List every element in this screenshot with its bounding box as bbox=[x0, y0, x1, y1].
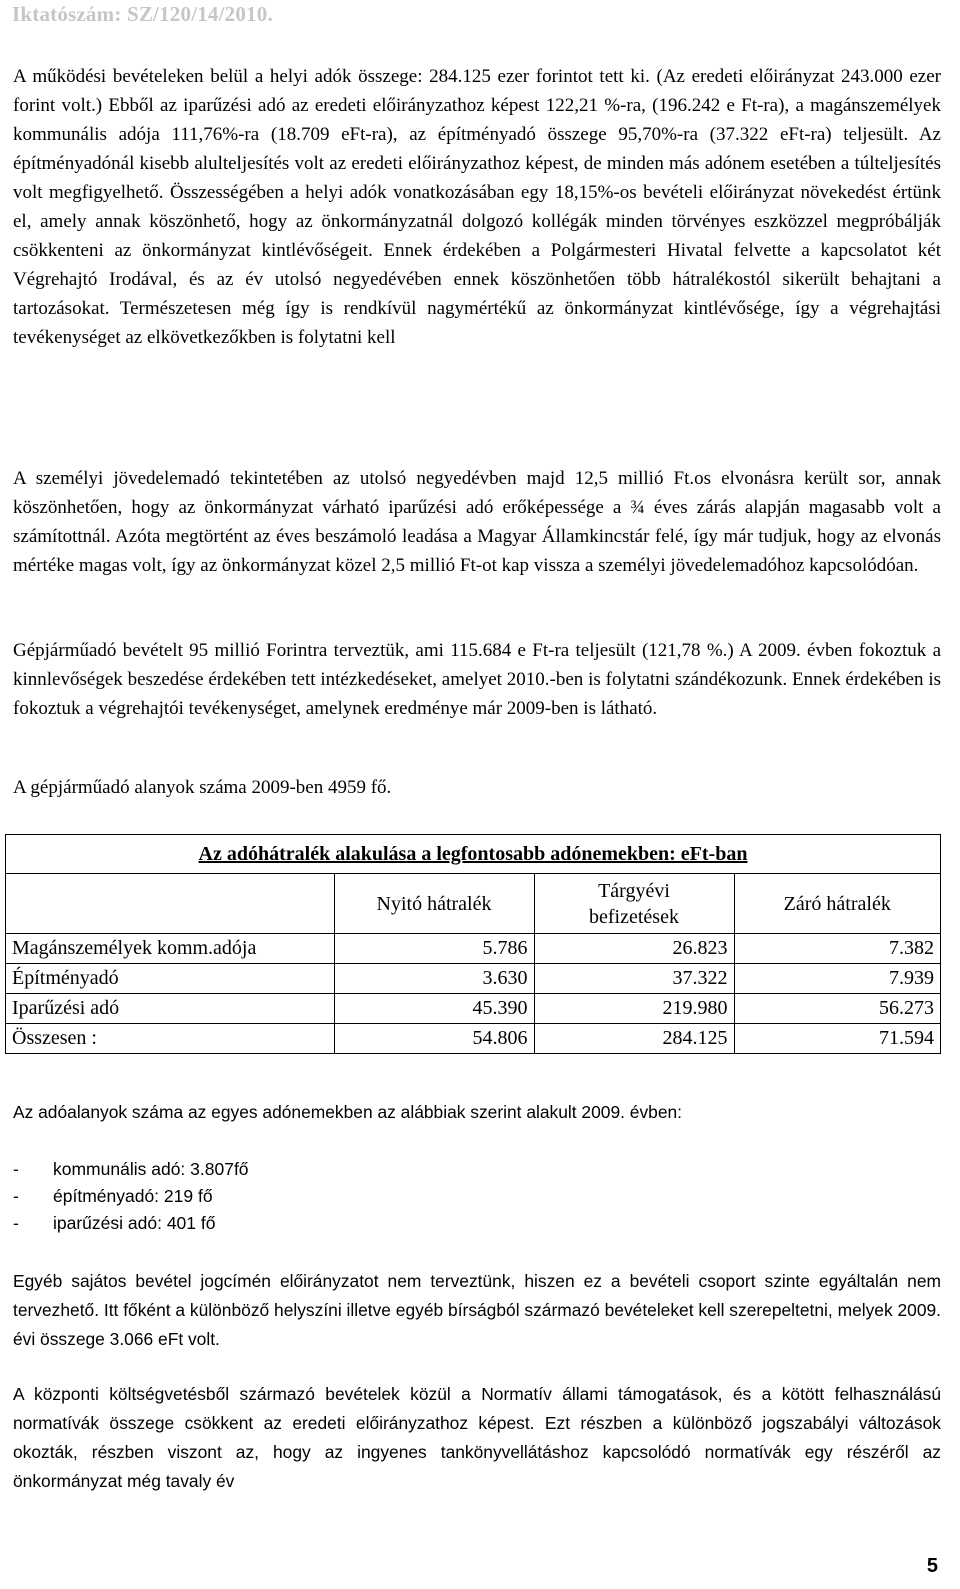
cell-closing: 56.273 bbox=[734, 994, 940, 1024]
paragraph-taxpayer-counts: Az adóalanyok száma az egyes adónemekben az alábbiak szerint alakult 2009. évben: bbox=[13, 1102, 682, 1122]
table-row bbox=[6, 964, 940, 994]
vehicle-tax-line: Gépjárműadó bevételt 95 millió Forintra terveztük, ami 115.684 e Ft-ra teljesült (121,78 %.) bbox=[13, 640, 734, 661]
cell-opening: 3.630 bbox=[334, 964, 534, 994]
cell-payments: 37.322 bbox=[534, 964, 734, 994]
tax-arrears-table-box bbox=[5, 834, 941, 1054]
row-label: Építményadó bbox=[6, 964, 334, 994]
table-row-total bbox=[6, 1024, 940, 1054]
cell-opening: 54.806 bbox=[334, 1024, 534, 1054]
cell-opening: 45.390 bbox=[334, 994, 534, 1024]
paragraph-central-budget: A központi költségvetésből származó bevételek közül a Normatív állami támogatások, és a kötött felhasználású normatívák összege csökkent az eredeti előirányzathoz képest. Ezt részben a különböző jogszabályi változások okozták, részben viszont az, hogy az ingyenes tankönyvellátáshoz kapcsolódó normatívák egy részéről az önkormányzat még tavaly év bbox=[13, 1384, 941, 1491]
page-number: 5 bbox=[926, 1555, 938, 1577]
paragraph-local-taxes: A működési bevételeken belül a helyi adók összege: 284.125 ezer forintot tett ki. (Az eredeti előirányzat 243.000 ezer forint volt.) Ebből az iparűzési adó az eredeti előirányzathoz képest 122,21 %-ra, (196.242 e Ft-ra), a magánszemélyek kommunális adója 111,76%-ra (18.709 eFt-ra), az építményadó összege 95,70%-ra (37.322 eFt-ra) teljesült. Az építményadónál kisebb alulteljesítés volt az eredeti előirányzathoz képest, de minden más adónem esetében a túlteljesítés volt megfigyelhető. Összességében a helyi adók vonatkozásában egy 18,15%-os bevételi előirányzat növekedést értünk el, amely annak köszönhető, hogy az önkormányzatnál dolgozó kollégák minden törvényes eszközzel megpróbálják csökkenteni az önkormányzat kintlévőségeit. Ennek érdekében a Polgármesteri Hivatal felvette a kapcsolatot két Végrehajtó Irodával, és az év utolsó negyedévében ennek köszönhetően több hátralékostól sikerült behajtani a tartozásokat. Természetesen még így is rendkívül nagymértékű az önkormányzat kintlévősége, így a végrehajtási tevékenységet az elkövetkezőkben is folytatni kell bbox=[13, 66, 941, 348]
header-cell-closing: Záró hátralék bbox=[734, 874, 940, 934]
registry-number-header: Iktatószám: SZ/120/14/2010. bbox=[12, 2, 273, 26]
taxpayer-count-list bbox=[13, 1156, 249, 1237]
paragraph-personal-income-tax: A személyi jövedelemadó tekintetében az utolsó negyedévben majd 12,5 millió Ft.os elvonásra került sor, annak köszönhetően, hogy az önkormányzat várható iparűzési adó erőképessége a ¾ éves zárás alapján magasabb volt a számítottnál. Azóta megtörtént az éves beszámoló leadása a Magyar Államkincstár felé, így már tudjuk, hogy az elvonás mértéke magas volt, így az önkormányzat közel 2,5 millió Ft-ot kap vissza a személyi jövedelemadóhoz kapcsolódóan. bbox=[13, 468, 941, 576]
paragraph-vehicle-tax bbox=[13, 636, 941, 723]
header-cell-opening: Nyitó hátralék bbox=[334, 874, 534, 934]
table-row bbox=[6, 994, 940, 1024]
vehicle-tax-measures: A 2009. évben fokoztuk a kinnlevőségek beszedése érdekében tett intézkedéseket, amelyet 2010.-ben is folytatni szándékozunk. Ennek érdekében is fokoztuk a végrehajtói tevékenységet, amelynek eredménye már 2009-ben is látható. bbox=[13, 640, 942, 719]
table-row bbox=[6, 934, 940, 964]
table-title: Az adóhátralék alakulása a legfontosabb adónemekben: eFt-ban bbox=[6, 835, 940, 874]
tax-arrears-table bbox=[6, 874, 940, 1053]
table-header-row bbox=[6, 874, 940, 934]
list-item: - építményadó: 219 fő bbox=[13, 1186, 213, 1206]
cell-opening: 5.786 bbox=[334, 934, 534, 964]
cell-closing: 7.382 bbox=[734, 934, 940, 964]
header-cell-payments: Tárgyévi befizetések bbox=[534, 874, 734, 934]
list-item: - kommunális adó: 3.807fő bbox=[13, 1159, 249, 1179]
row-label: Magánszemélyek komm.adója bbox=[6, 934, 334, 964]
row-label: Összesen : bbox=[6, 1024, 334, 1054]
header-cell-empty bbox=[6, 874, 334, 934]
row-label: Iparűzési adó bbox=[6, 994, 334, 1024]
paragraph-other-revenue: Egyéb sajátos bevétel jogcímén előirányzatot nem terveztünk, hiszen ez a bevételi csoport szinte egyáltalán nem tervezhető. Itt főként a különböző helyszíni illetve egyéb bírságból származó bevételeket kell szerepeltetni, melyek 2009. évi összege 3.066 eFt volt. bbox=[13, 1271, 942, 1349]
list-item: - iparűzési adó: 401 fő bbox=[13, 1213, 216, 1233]
cell-closing: 71.594 bbox=[734, 1024, 940, 1054]
cell-payments: 219.980 bbox=[534, 994, 734, 1024]
cell-closing: 7.939 bbox=[734, 964, 940, 994]
cell-payments: 284.125 bbox=[534, 1024, 734, 1054]
paragraph-vehicle-tax-subjects: A gépjárműadó alanyok száma 2009-ben 4959 fő. bbox=[13, 777, 392, 798]
cell-payments: 26.823 bbox=[534, 934, 734, 964]
